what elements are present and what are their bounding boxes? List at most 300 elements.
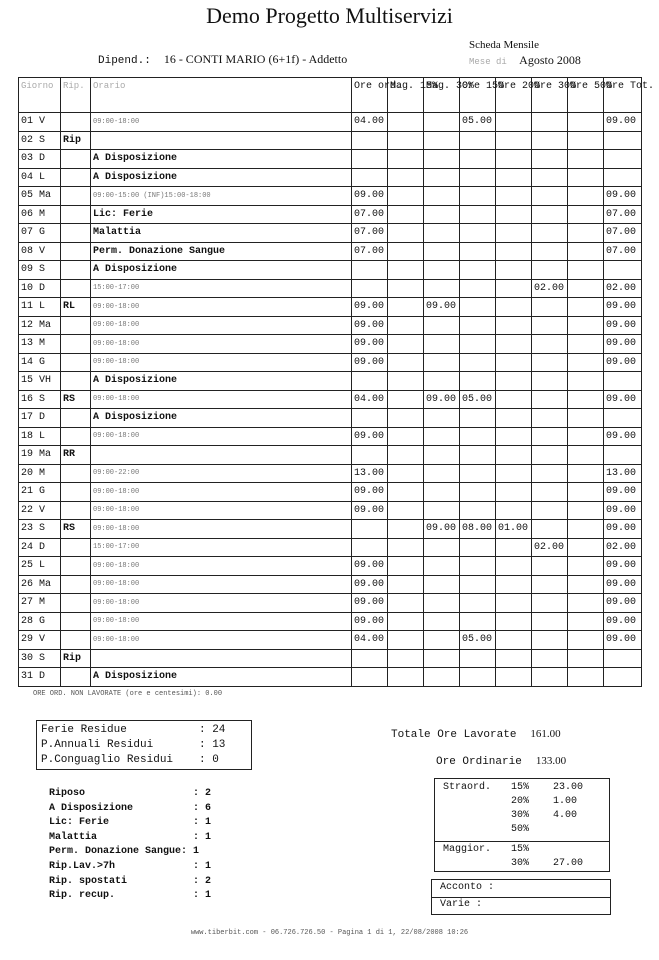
table-cell: 09.00 bbox=[604, 501, 642, 520]
acconto-label: Acconto : bbox=[440, 882, 495, 893]
table-cell bbox=[352, 279, 388, 298]
table-cell bbox=[604, 131, 642, 150]
residuo-row bbox=[41, 724, 251, 739]
table-cell bbox=[496, 113, 532, 132]
table-cell: 13 M bbox=[19, 335, 61, 354]
straord-row bbox=[435, 824, 609, 838]
table-cell: 05.00 bbox=[460, 390, 496, 409]
table-cell: 07.00 bbox=[604, 242, 642, 261]
riepilogo-value: : 1 bbox=[193, 817, 212, 829]
table-cell bbox=[604, 409, 642, 428]
table-cell bbox=[352, 261, 388, 280]
table-cell bbox=[496, 205, 532, 224]
table-cell: 22 V bbox=[19, 501, 61, 520]
table-cell bbox=[388, 131, 424, 150]
acconto-box bbox=[431, 879, 611, 915]
table-cell bbox=[460, 298, 496, 317]
table-cell bbox=[424, 113, 460, 132]
table-cell: 09.00 bbox=[604, 335, 642, 354]
table-cell: 09:00-18:00 bbox=[91, 427, 352, 446]
table-cell: 21 G bbox=[19, 483, 61, 502]
straord-percent: 15% bbox=[511, 844, 530, 855]
riepilogo-value: : 1 bbox=[193, 831, 212, 843]
scheda-label: Scheda Mensile bbox=[469, 39, 539, 51]
table-cell bbox=[568, 150, 604, 169]
riepilogo-label: Rip.Lav.>7h bbox=[49, 860, 116, 872]
table-cell bbox=[532, 575, 568, 594]
table-cell bbox=[460, 464, 496, 483]
table-cell: 03 D bbox=[19, 150, 61, 169]
table-cell: 09.00 bbox=[604, 187, 642, 206]
table-cell bbox=[568, 631, 604, 650]
riepilogo-list bbox=[49, 788, 211, 905]
table-cell bbox=[460, 594, 496, 613]
table-cell bbox=[460, 335, 496, 354]
table-cell bbox=[460, 427, 496, 446]
table-cell: 09.00 bbox=[352, 316, 388, 335]
table-cell bbox=[352, 520, 388, 539]
table-cell: 09.00 bbox=[352, 187, 388, 206]
col-header: Mag. 30% bbox=[424, 78, 460, 113]
table-row bbox=[19, 668, 642, 687]
residuo-label: Ferie Residue bbox=[41, 724, 127, 736]
table-cell bbox=[388, 261, 424, 280]
straord-row bbox=[435, 796, 609, 810]
month-line bbox=[469, 53, 581, 68]
table-cell bbox=[568, 538, 604, 557]
table-cell: 09:00-18:00 bbox=[91, 612, 352, 631]
table-cell: 04.00 bbox=[352, 113, 388, 132]
table-cell bbox=[424, 409, 460, 428]
table-row bbox=[19, 205, 642, 224]
table-cell bbox=[532, 372, 568, 391]
table-cell bbox=[61, 464, 91, 483]
straord-row bbox=[435, 858, 609, 872]
table-cell: 09:00-18:00 bbox=[91, 390, 352, 409]
table-cell bbox=[604, 668, 642, 687]
riepilogo-row bbox=[49, 861, 211, 876]
table-cell bbox=[496, 353, 532, 372]
table-cell bbox=[496, 224, 532, 243]
table-cell bbox=[61, 353, 91, 372]
table-cell bbox=[532, 464, 568, 483]
table-cell: 17 D bbox=[19, 409, 61, 428]
residuo-label: P.Conguaglio Residui bbox=[41, 754, 174, 766]
table-row bbox=[19, 483, 642, 502]
table-cell bbox=[496, 612, 532, 631]
month-label: Mese di bbox=[469, 57, 507, 67]
table-cell bbox=[91, 649, 352, 668]
table-cell bbox=[424, 427, 460, 446]
table-cell bbox=[496, 187, 532, 206]
table-cell bbox=[532, 668, 568, 687]
table-cell bbox=[61, 483, 91, 502]
table-cell bbox=[568, 612, 604, 631]
table-cell bbox=[532, 501, 568, 520]
total-worked-label: Totale Ore Lavorate bbox=[391, 729, 517, 741]
table-cell bbox=[568, 372, 604, 391]
table-cell bbox=[532, 113, 568, 132]
table-cell: 09.00 bbox=[604, 612, 642, 631]
table-cell bbox=[532, 594, 568, 613]
table-cell bbox=[532, 316, 568, 335]
table-row bbox=[19, 335, 642, 354]
table-cell bbox=[388, 205, 424, 224]
table-cell bbox=[460, 150, 496, 169]
table-row bbox=[19, 649, 642, 668]
table-cell bbox=[568, 557, 604, 576]
table-cell bbox=[568, 446, 604, 465]
table-cell bbox=[388, 649, 424, 668]
table-cell bbox=[61, 224, 91, 243]
table-cell: 09:00-15:00 (INF)15:00-18:00 bbox=[91, 187, 352, 206]
table-cell bbox=[532, 168, 568, 187]
residuo-value: : 24 bbox=[199, 724, 226, 736]
table-cell bbox=[388, 353, 424, 372]
table-cell: 09.00 bbox=[604, 557, 642, 576]
col-header: Ore 30% bbox=[532, 78, 568, 113]
riepilogo-row bbox=[49, 817, 211, 832]
table-cell bbox=[532, 427, 568, 446]
table-cell: 10 D bbox=[19, 279, 61, 298]
table-cell bbox=[424, 150, 460, 169]
table-cell: 09:00-18:00 bbox=[91, 520, 352, 539]
table-cell bbox=[460, 575, 496, 594]
table-cell: 15:00-17:00 bbox=[91, 538, 352, 557]
straord-value: 1.00 bbox=[553, 796, 578, 807]
riepilogo-value: : 2 bbox=[193, 875, 212, 887]
table-cell bbox=[352, 538, 388, 557]
table-cell bbox=[532, 261, 568, 280]
total-worked-value: 161.00 bbox=[530, 728, 561, 740]
riepilogo-row bbox=[49, 832, 211, 847]
table-cell bbox=[424, 224, 460, 243]
table-cell bbox=[388, 538, 424, 557]
table-cell bbox=[388, 113, 424, 132]
straord-divider bbox=[435, 841, 609, 842]
table-cell bbox=[424, 464, 460, 483]
table-cell: 23 S bbox=[19, 520, 61, 539]
riepilogo-label: Rip. recup. bbox=[49, 890, 116, 902]
total-ordinary-label: Ore Ordinarie bbox=[436, 756, 522, 768]
table-cell bbox=[532, 520, 568, 539]
table-cell bbox=[496, 335, 532, 354]
table-cell: 09.00 bbox=[352, 501, 388, 520]
table-cell bbox=[424, 279, 460, 298]
table-cell bbox=[604, 649, 642, 668]
table-cell bbox=[532, 187, 568, 206]
timesheet-table bbox=[18, 77, 655, 687]
page-title: Demo Progetto Multiservizi bbox=[206, 3, 453, 28]
table-cell bbox=[532, 631, 568, 650]
table-cell: A Disposizione bbox=[91, 372, 352, 391]
table-cell bbox=[352, 168, 388, 187]
straord-row bbox=[435, 844, 609, 858]
table-cell bbox=[496, 372, 532, 391]
table-cell bbox=[424, 372, 460, 391]
table-cell: 09.00 bbox=[604, 483, 642, 502]
total-ordinary-value: 133.00 bbox=[535, 755, 567, 767]
table-cell: 09.00 bbox=[604, 520, 642, 539]
table-cell bbox=[61, 113, 91, 132]
straord-percent: 20% bbox=[511, 796, 530, 807]
table-cell: 04.00 bbox=[352, 390, 388, 409]
table-cell bbox=[424, 131, 460, 150]
table-cell: 01 V bbox=[19, 113, 61, 132]
table-cell bbox=[532, 335, 568, 354]
table-cell bbox=[91, 131, 352, 150]
table-cell bbox=[424, 575, 460, 594]
table-cell bbox=[532, 150, 568, 169]
table-cell bbox=[532, 649, 568, 668]
table-cell bbox=[568, 649, 604, 668]
table-cell: 02.00 bbox=[532, 279, 568, 298]
table-cell bbox=[496, 575, 532, 594]
table-cell: 09.00 bbox=[352, 427, 388, 446]
table-cell bbox=[61, 261, 91, 280]
table-cell bbox=[568, 316, 604, 335]
table-cell bbox=[388, 575, 424, 594]
table-cell: 09.00 bbox=[604, 631, 642, 650]
table-cell bbox=[388, 168, 424, 187]
col-header: Ore 20% bbox=[496, 78, 532, 113]
riepilogo-label: Perm. Donazione Sangue: bbox=[49, 846, 188, 858]
table-cell bbox=[424, 649, 460, 668]
table-cell: A Disposizione bbox=[91, 150, 352, 169]
table-cell: RR bbox=[61, 446, 91, 465]
table-cell: 24 D bbox=[19, 538, 61, 557]
table-cell: 20 M bbox=[19, 464, 61, 483]
table-row bbox=[19, 168, 642, 187]
table-cell: A Disposizione bbox=[91, 668, 352, 687]
table-cell: 09:00-18:00 bbox=[91, 557, 352, 576]
table-cell bbox=[460, 187, 496, 206]
table-cell bbox=[496, 150, 532, 169]
footer: www.tiberbit.com - 06.726.726.50 - Pagina 1 di 1, 22/08/2008 10:26 bbox=[190, 929, 469, 937]
table-cell: 09.00 bbox=[604, 298, 642, 317]
table-cell bbox=[424, 501, 460, 520]
table-cell: 09.00 bbox=[352, 612, 388, 631]
table-cell bbox=[604, 261, 642, 280]
table-cell bbox=[496, 594, 532, 613]
table-cell bbox=[352, 131, 388, 150]
acconto-divider bbox=[432, 897, 610, 898]
table-cell bbox=[424, 631, 460, 650]
employee-line bbox=[98, 52, 347, 67]
residui-box bbox=[36, 720, 252, 770]
table-cell: 09:00-18:00 bbox=[91, 353, 352, 372]
table-cell bbox=[568, 242, 604, 261]
table-cell: RL bbox=[61, 298, 91, 317]
table-row bbox=[19, 557, 642, 576]
table-cell bbox=[532, 612, 568, 631]
table-cell: 02.00 bbox=[604, 538, 642, 557]
table-cell bbox=[460, 168, 496, 187]
table-cell bbox=[460, 279, 496, 298]
col-header: Ore ord. bbox=[352, 78, 388, 113]
table-cell: RS bbox=[61, 390, 91, 409]
table-cell: Perm. Donazione Sangue bbox=[91, 242, 352, 261]
table-cell: 09.00 bbox=[352, 557, 388, 576]
table-cell: 09.00 bbox=[424, 390, 460, 409]
table-row bbox=[19, 353, 642, 372]
table-cell: 09:00-18:00 bbox=[91, 631, 352, 650]
table-cell bbox=[388, 390, 424, 409]
table-cell bbox=[424, 168, 460, 187]
table-cell: 02 S bbox=[19, 131, 61, 150]
table-cell bbox=[61, 372, 91, 391]
table-cell: 09:00-18:00 bbox=[91, 335, 352, 354]
table-row bbox=[19, 113, 642, 132]
table-cell bbox=[568, 501, 604, 520]
table-cell: 08.00 bbox=[460, 520, 496, 539]
riepilogo-row bbox=[49, 803, 211, 818]
riepilogo-label: Lic: Ferie bbox=[49, 817, 110, 829]
table-cell bbox=[424, 446, 460, 465]
table-cell: 09.00 bbox=[604, 390, 642, 409]
table-cell bbox=[388, 372, 424, 391]
riepilogo-value: : 1 bbox=[193, 890, 212, 902]
table-cell bbox=[388, 242, 424, 261]
table-cell: 08 V bbox=[19, 242, 61, 261]
table-cell bbox=[604, 446, 642, 465]
riepilogo-label: Malattia bbox=[49, 831, 98, 843]
table-cell bbox=[460, 612, 496, 631]
table-cell bbox=[496, 427, 532, 446]
riepilogo-label: Riposo bbox=[49, 788, 86, 799]
table-cell bbox=[460, 131, 496, 150]
table-cell: 05.00 bbox=[460, 113, 496, 132]
table-cell bbox=[61, 668, 91, 687]
table-cell bbox=[424, 261, 460, 280]
table-cell bbox=[496, 131, 532, 150]
table-cell bbox=[568, 575, 604, 594]
table-cell: 07.00 bbox=[352, 224, 388, 243]
riepilogo-value: 1 bbox=[193, 846, 200, 858]
table-cell bbox=[496, 538, 532, 557]
table-cell: 05 Ma bbox=[19, 187, 61, 206]
table-cell bbox=[61, 631, 91, 650]
table-cell bbox=[460, 668, 496, 687]
table-cell: 12 Ma bbox=[19, 316, 61, 335]
straord-row bbox=[435, 810, 609, 824]
table-cell: 09:00-18:00 bbox=[91, 501, 352, 520]
table-row bbox=[19, 520, 642, 539]
employee-label: Dipend.: bbox=[98, 55, 151, 67]
table-cell bbox=[61, 501, 91, 520]
table-cell: 09:00-18:00 bbox=[91, 316, 352, 335]
table-cell: 09:00-22:00 bbox=[91, 464, 352, 483]
table-cell bbox=[424, 557, 460, 576]
table-cell bbox=[61, 594, 91, 613]
table-cell bbox=[460, 557, 496, 576]
table-cell bbox=[388, 631, 424, 650]
table-cell bbox=[460, 353, 496, 372]
table-row bbox=[19, 150, 642, 169]
table-row bbox=[19, 242, 642, 261]
table-cell: 01.00 bbox=[496, 520, 532, 539]
table-cell: 26 Ma bbox=[19, 575, 61, 594]
table-cell bbox=[532, 242, 568, 261]
table-cell bbox=[460, 205, 496, 224]
table-cell: 09.00 bbox=[352, 353, 388, 372]
table-cell: 09.00 bbox=[352, 298, 388, 317]
table-cell: 07.00 bbox=[352, 205, 388, 224]
col-header: Giorno bbox=[19, 78, 61, 113]
table-cell bbox=[568, 520, 604, 539]
table-cell: 09:00-18:00 bbox=[91, 575, 352, 594]
table-row bbox=[19, 316, 642, 335]
residuo-value: : 13 bbox=[199, 739, 226, 751]
table-cell bbox=[532, 409, 568, 428]
table-header-row bbox=[19, 78, 642, 113]
table-cell bbox=[568, 668, 604, 687]
table-cell bbox=[61, 205, 91, 224]
table-cell bbox=[388, 446, 424, 465]
table-row bbox=[19, 409, 642, 428]
table-cell bbox=[61, 538, 91, 557]
table-cell bbox=[496, 446, 532, 465]
col-header: Orario bbox=[91, 78, 352, 113]
table-cell bbox=[568, 168, 604, 187]
table-cell: Lic: Ferie bbox=[91, 205, 352, 224]
table-cell bbox=[532, 298, 568, 317]
table-cell: 13.00 bbox=[604, 464, 642, 483]
residuo-value: : 0 bbox=[199, 754, 219, 766]
table-cell bbox=[61, 557, 91, 576]
table-row bbox=[19, 427, 642, 446]
table-cell bbox=[61, 242, 91, 261]
table-cell bbox=[496, 168, 532, 187]
table-cell: A Disposizione bbox=[91, 409, 352, 428]
table-cell bbox=[568, 353, 604, 372]
table-cell: 09.00 bbox=[604, 427, 642, 446]
table-cell bbox=[568, 279, 604, 298]
table-cell bbox=[388, 335, 424, 354]
table-row bbox=[19, 501, 642, 520]
table-cell: 04 L bbox=[19, 168, 61, 187]
riepilogo-label: A Disposizione bbox=[49, 802, 134, 814]
col-header: Ore 15% bbox=[460, 78, 496, 113]
table-cell: 09:00-18:00 bbox=[91, 483, 352, 502]
table-cell bbox=[460, 242, 496, 261]
table-cell bbox=[496, 242, 532, 261]
table-cell bbox=[352, 668, 388, 687]
table-cell bbox=[352, 150, 388, 169]
table-cell bbox=[604, 168, 642, 187]
table-cell: 07.00 bbox=[352, 242, 388, 261]
table-cell bbox=[568, 131, 604, 150]
table-cell bbox=[388, 427, 424, 446]
table-row bbox=[19, 372, 642, 391]
table-cell bbox=[388, 150, 424, 169]
table-cell bbox=[604, 372, 642, 391]
table-cell: 25 L bbox=[19, 557, 61, 576]
table-cell: 02.00 bbox=[604, 279, 642, 298]
table-cell bbox=[496, 279, 532, 298]
table-cell bbox=[424, 483, 460, 502]
table-cell bbox=[460, 483, 496, 502]
table-cell bbox=[424, 668, 460, 687]
non-lavorate-note: ORE ORD. NON LAVORATE (ore e centesimi): 0.00 bbox=[33, 690, 223, 698]
table-cell bbox=[388, 501, 424, 520]
table-cell bbox=[352, 649, 388, 668]
table-cell bbox=[388, 224, 424, 243]
table-cell: 16 S bbox=[19, 390, 61, 409]
riepilogo-row bbox=[49, 846, 211, 861]
table-cell: 09:00-18:00 bbox=[91, 113, 352, 132]
table-cell bbox=[61, 187, 91, 206]
